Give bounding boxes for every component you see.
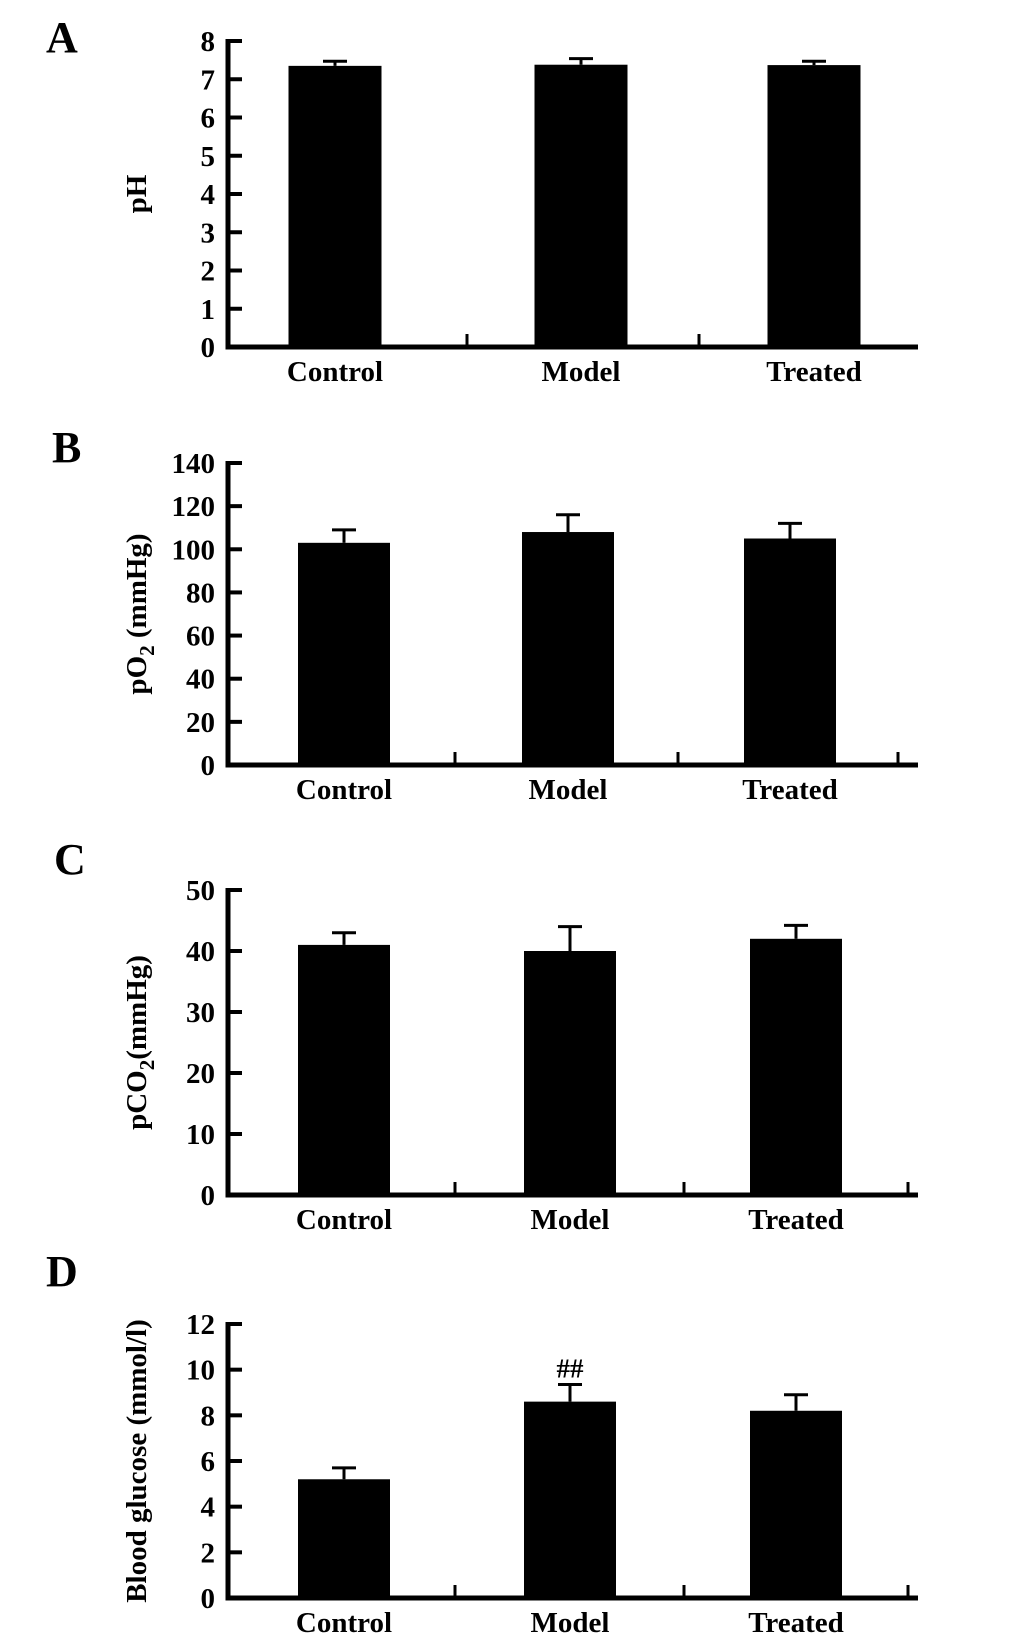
bar-treated <box>744 539 836 766</box>
bar-model <box>522 532 614 765</box>
y-tick-label: 1 <box>200 293 215 326</box>
bar-model <box>524 951 616 1195</box>
category-label-treated: Treated <box>766 356 862 388</box>
category-label-treated: Treated <box>742 774 838 806</box>
y-tick-label: 0 <box>200 750 215 782</box>
y-tick-label: 4 <box>200 1491 215 1524</box>
category-label-model: Model <box>530 1204 610 1236</box>
y-tick-label: 40 <box>186 663 215 696</box>
y-tick-label: 100 <box>171 534 215 567</box>
category-label-model: Model <box>541 356 621 388</box>
y-tick-label: 50 <box>186 875 215 907</box>
chart-ph <box>0 0 1033 420</box>
y-tick-label: 30 <box>186 997 215 1029</box>
y-axis-label: pH <box>121 174 153 214</box>
bar-model <box>535 65 628 347</box>
y-tick-label: 10 <box>186 1119 215 1151</box>
panel-letter-b: B <box>52 423 82 472</box>
category-label-treated: Treated <box>748 1204 844 1236</box>
y-tick-label: 3 <box>200 217 215 250</box>
y-axis-label: Blood glucose (mmol/l) <box>121 1319 153 1603</box>
y-tick-label: 6 <box>200 102 215 135</box>
y-tick-label: 5 <box>200 140 215 173</box>
y-tick-label: 7 <box>200 64 215 97</box>
category-label-model: Model <box>528 774 608 806</box>
panel-letter-d: D <box>46 1247 78 1296</box>
y-tick-label: 0 <box>200 1583 215 1615</box>
y-tick-label: 20 <box>186 1058 215 1090</box>
y-tick-label: 2 <box>200 1537 215 1570</box>
panel-letter-a: A <box>46 13 78 62</box>
y-tick-label: 4 <box>200 179 215 211</box>
bar-control <box>298 543 390 765</box>
panel-letter-c: C <box>54 835 86 884</box>
y-tick-label: 140 <box>171 448 215 480</box>
bar-treated <box>750 1411 842 1598</box>
category-label-control: Control <box>295 1607 393 1639</box>
category-label-control: Control <box>295 774 393 806</box>
y-tick-label: 0 <box>200 1180 215 1212</box>
y-tick-label: 8 <box>200 26 215 58</box>
chart-blood-glucose <box>0 1240 1033 1641</box>
significance-annotation: ## <box>556 1353 584 1384</box>
bar-control <box>298 945 390 1195</box>
y-tick-label: 20 <box>186 706 215 739</box>
category-label-treated: Treated <box>748 1607 844 1639</box>
y-tick-label: 40 <box>186 936 215 968</box>
y-tick-label: 120 <box>171 491 215 524</box>
bar-treated <box>768 65 861 347</box>
y-tick-label: 60 <box>186 620 215 653</box>
y-tick-label: 8 <box>200 1400 215 1433</box>
y-tick-label: 0 <box>200 332 215 364</box>
category-label-control: Control <box>295 1204 393 1236</box>
y-tick-label: 6 <box>200 1446 215 1478</box>
bar-treated <box>750 939 842 1195</box>
y-axis-label: pCO$_2$(mmHg) <box>121 955 159 1130</box>
bar-control <box>298 1479 390 1598</box>
chart-pco2 <box>0 800 1033 1240</box>
y-tick-label: 2 <box>200 255 215 288</box>
y-axis-label: $pO_2$ (mmHg) <box>121 533 159 695</box>
bar-control <box>289 66 382 347</box>
category-label-model: Model <box>530 1607 610 1639</box>
chart-po2 <box>0 400 1033 820</box>
category-label-control: Control <box>286 356 384 388</box>
y-tick-label: 10 <box>186 1354 215 1387</box>
bar-model <box>524 1402 616 1598</box>
y-tick-label: 80 <box>186 577 215 610</box>
y-tick-label: 12 <box>186 1309 215 1341</box>
